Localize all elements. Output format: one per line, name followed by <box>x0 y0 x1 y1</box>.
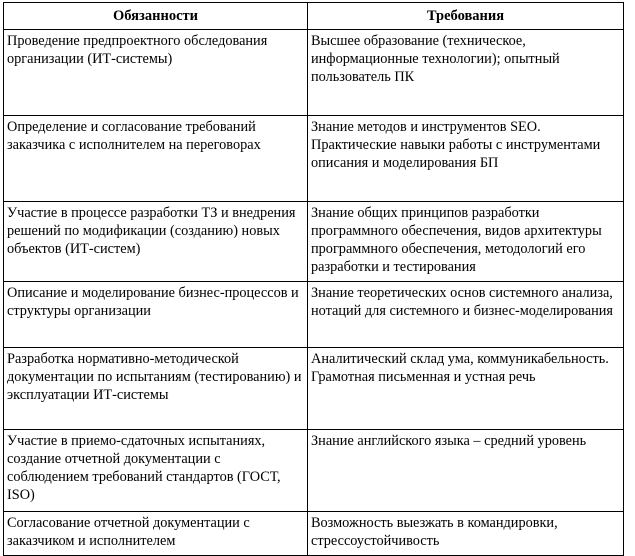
requirement-cell: Знание теоретических основ системного анализа, нотаций для системного и бизнес-моделирования <box>308 282 624 348</box>
table-row <box>4 202 624 282</box>
requirement-cell: Высшее образование (техническое, информационные технологии); опытный пользователь ПК <box>308 30 624 116</box>
duty-cell: Описание и моделирование бизнес-процессов и структуры организации <box>4 282 308 348</box>
requirement-cell: Знание английского языка – средний уровень <box>308 430 624 512</box>
table-row <box>4 348 624 430</box>
duty-cell: Разработка нормативно-методической документации по испытаниям (тестированию) и эксплуатации ИТ-системы <box>4 348 308 430</box>
header-row <box>4 3 624 30</box>
table-row <box>4 116 624 202</box>
requirement-cell: Знание методов и инструментов SEO. Практические навыки работы с инструментами описания и моделирования БП <box>308 116 624 202</box>
table-row <box>4 430 624 512</box>
duty-cell: Согласование отчетной документации с заказчиком и исполнителем <box>4 512 308 556</box>
requirement-cell: Знание общих принципов разработки программного обеспечения, видов архитектуры программного обеспечения, методологий его разработки и тестирования <box>308 202 624 282</box>
table-row <box>4 282 624 348</box>
duty-cell: Участие в процессе разработки ТЗ и внедрения решений по модификации (созданию) новых объектов (ИТ-систем) <box>4 202 308 282</box>
duty-cell: Участие в приемо-сдаточных испытаниях, создание отчетной документации с соблюдением требований стандартов (ГОСТ, ISO) <box>4 430 308 512</box>
duty-cell: Определение и согласование требований заказчика с исполнителем на переговорах <box>4 116 308 202</box>
duty-cell: Проведение предпроектного обследования организации (ИТ-системы) <box>4 30 308 116</box>
header-duties: Обязанности <box>4 3 308 30</box>
requirement-cell: Аналитический склад ума, коммуникабельность. Грамотная письменная и устная речь <box>308 348 624 430</box>
header-requirements: Требования <box>308 3 624 30</box>
table-row <box>4 512 624 556</box>
table-row <box>4 30 624 116</box>
duties-requirements-table <box>3 2 624 556</box>
requirement-cell: Возможность выезжать в командировки, стрессоустойчивость <box>308 512 624 556</box>
